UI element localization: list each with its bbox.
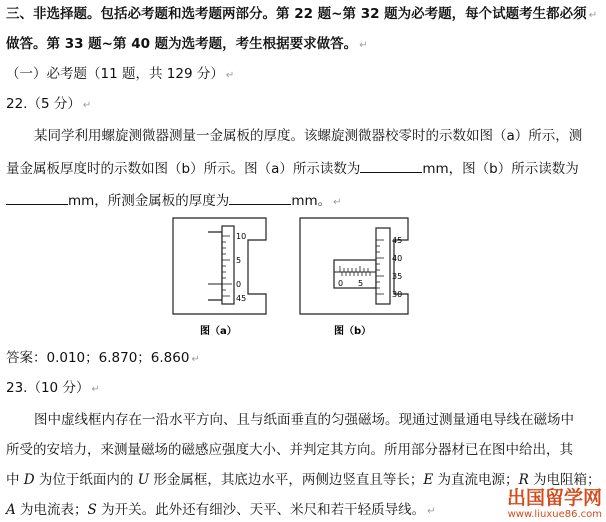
q23-text-line4: A 为电流表；S 为开关。此外还有细沙、天平、米尺和若干轻质导线。 ↵ — [6, 502, 436, 518]
q22-text-line1: 某同学利用螺旋测微器测量一金属板的厚度。该螺旋测微器校零时的示数如图（a）所示，测 — [34, 128, 583, 144]
figure-b-caption: 图（b） — [334, 326, 372, 337]
section-heading-line2: 做答。第 33 题~第 40 题为选考题，考生根据要求做答。 ↵ — [6, 36, 368, 52]
micrometer-figure-b — [294, 212, 418, 337]
section-subheading: （一）必考题（11 题，共 129 分） ↵ — [6, 66, 235, 82]
tick-b-3: 30 — [392, 290, 403, 299]
watermark-brand: 出国留学网 — [506, 487, 602, 509]
q22-text-line2: 量金属板厚度时的示数如图（b）所示。图（a）所示读数为 mm，图（b）所示读数为 — [6, 158, 579, 179]
q22-text-line3: mm，所测金属板的厚度为 mm。 ↵ — [6, 190, 342, 213]
figure-a-caption: 图（a） — [200, 326, 237, 337]
q23-number: 23.（10 分） ↵ — [6, 380, 100, 396]
tick-b-1: 40 — [392, 254, 403, 263]
tick-a-0: 10 — [236, 232, 247, 241]
q23-text-line2: 所受的安培力，来测量磁场的磁感应强度大小、并判定其方向。所用部分器材已在图中给出，其 — [6, 442, 573, 458]
thimble-a — [222, 226, 234, 304]
main-tick-5: 5 — [358, 279, 364, 288]
tick-a-2: 0 — [236, 280, 242, 289]
micrometer-figure-a — [170, 212, 274, 337]
q22-answer: 答案：0.010；6.870；6.860 ↵ — [6, 350, 200, 366]
watermark — [505, 488, 604, 520]
spindle-a — [208, 232, 222, 300]
section-heading-line1: 三、非选择题。包括必考题和选考题两部分。第 22 题~第 32 题为必考题，每个试题考生都必须 ↵ — [6, 6, 598, 22]
main-tick-0: 0 — [338, 279, 344, 288]
tick-a-1: 5 — [236, 256, 242, 265]
q23-text-line3: 中 D 为位于纸面内的 U 形金属框，其底边水平，两侧边竖直且等长；E 为直流电源；R 为电阻箱； — [6, 472, 601, 488]
q23-text-line1: 图中虚线框内存在一沿水平方向、且与纸面垂直的匀强磁场。现通过测量通电导线在磁场中 — [34, 412, 574, 428]
tick-a-3: 45 — [236, 294, 247, 303]
q22-number: 22.（5 分） ↵ — [6, 96, 92, 112]
answer-blank-a — [360, 158, 422, 173]
answer-blank-b — [6, 190, 68, 205]
thimble-b — [376, 228, 390, 304]
tick-b-0: 45 — [392, 236, 403, 245]
watermark-url: www.liuxue86.com — [505, 509, 604, 520]
tick-b-2: 35 — [392, 272, 403, 281]
answer-blank-thickness — [229, 190, 291, 205]
